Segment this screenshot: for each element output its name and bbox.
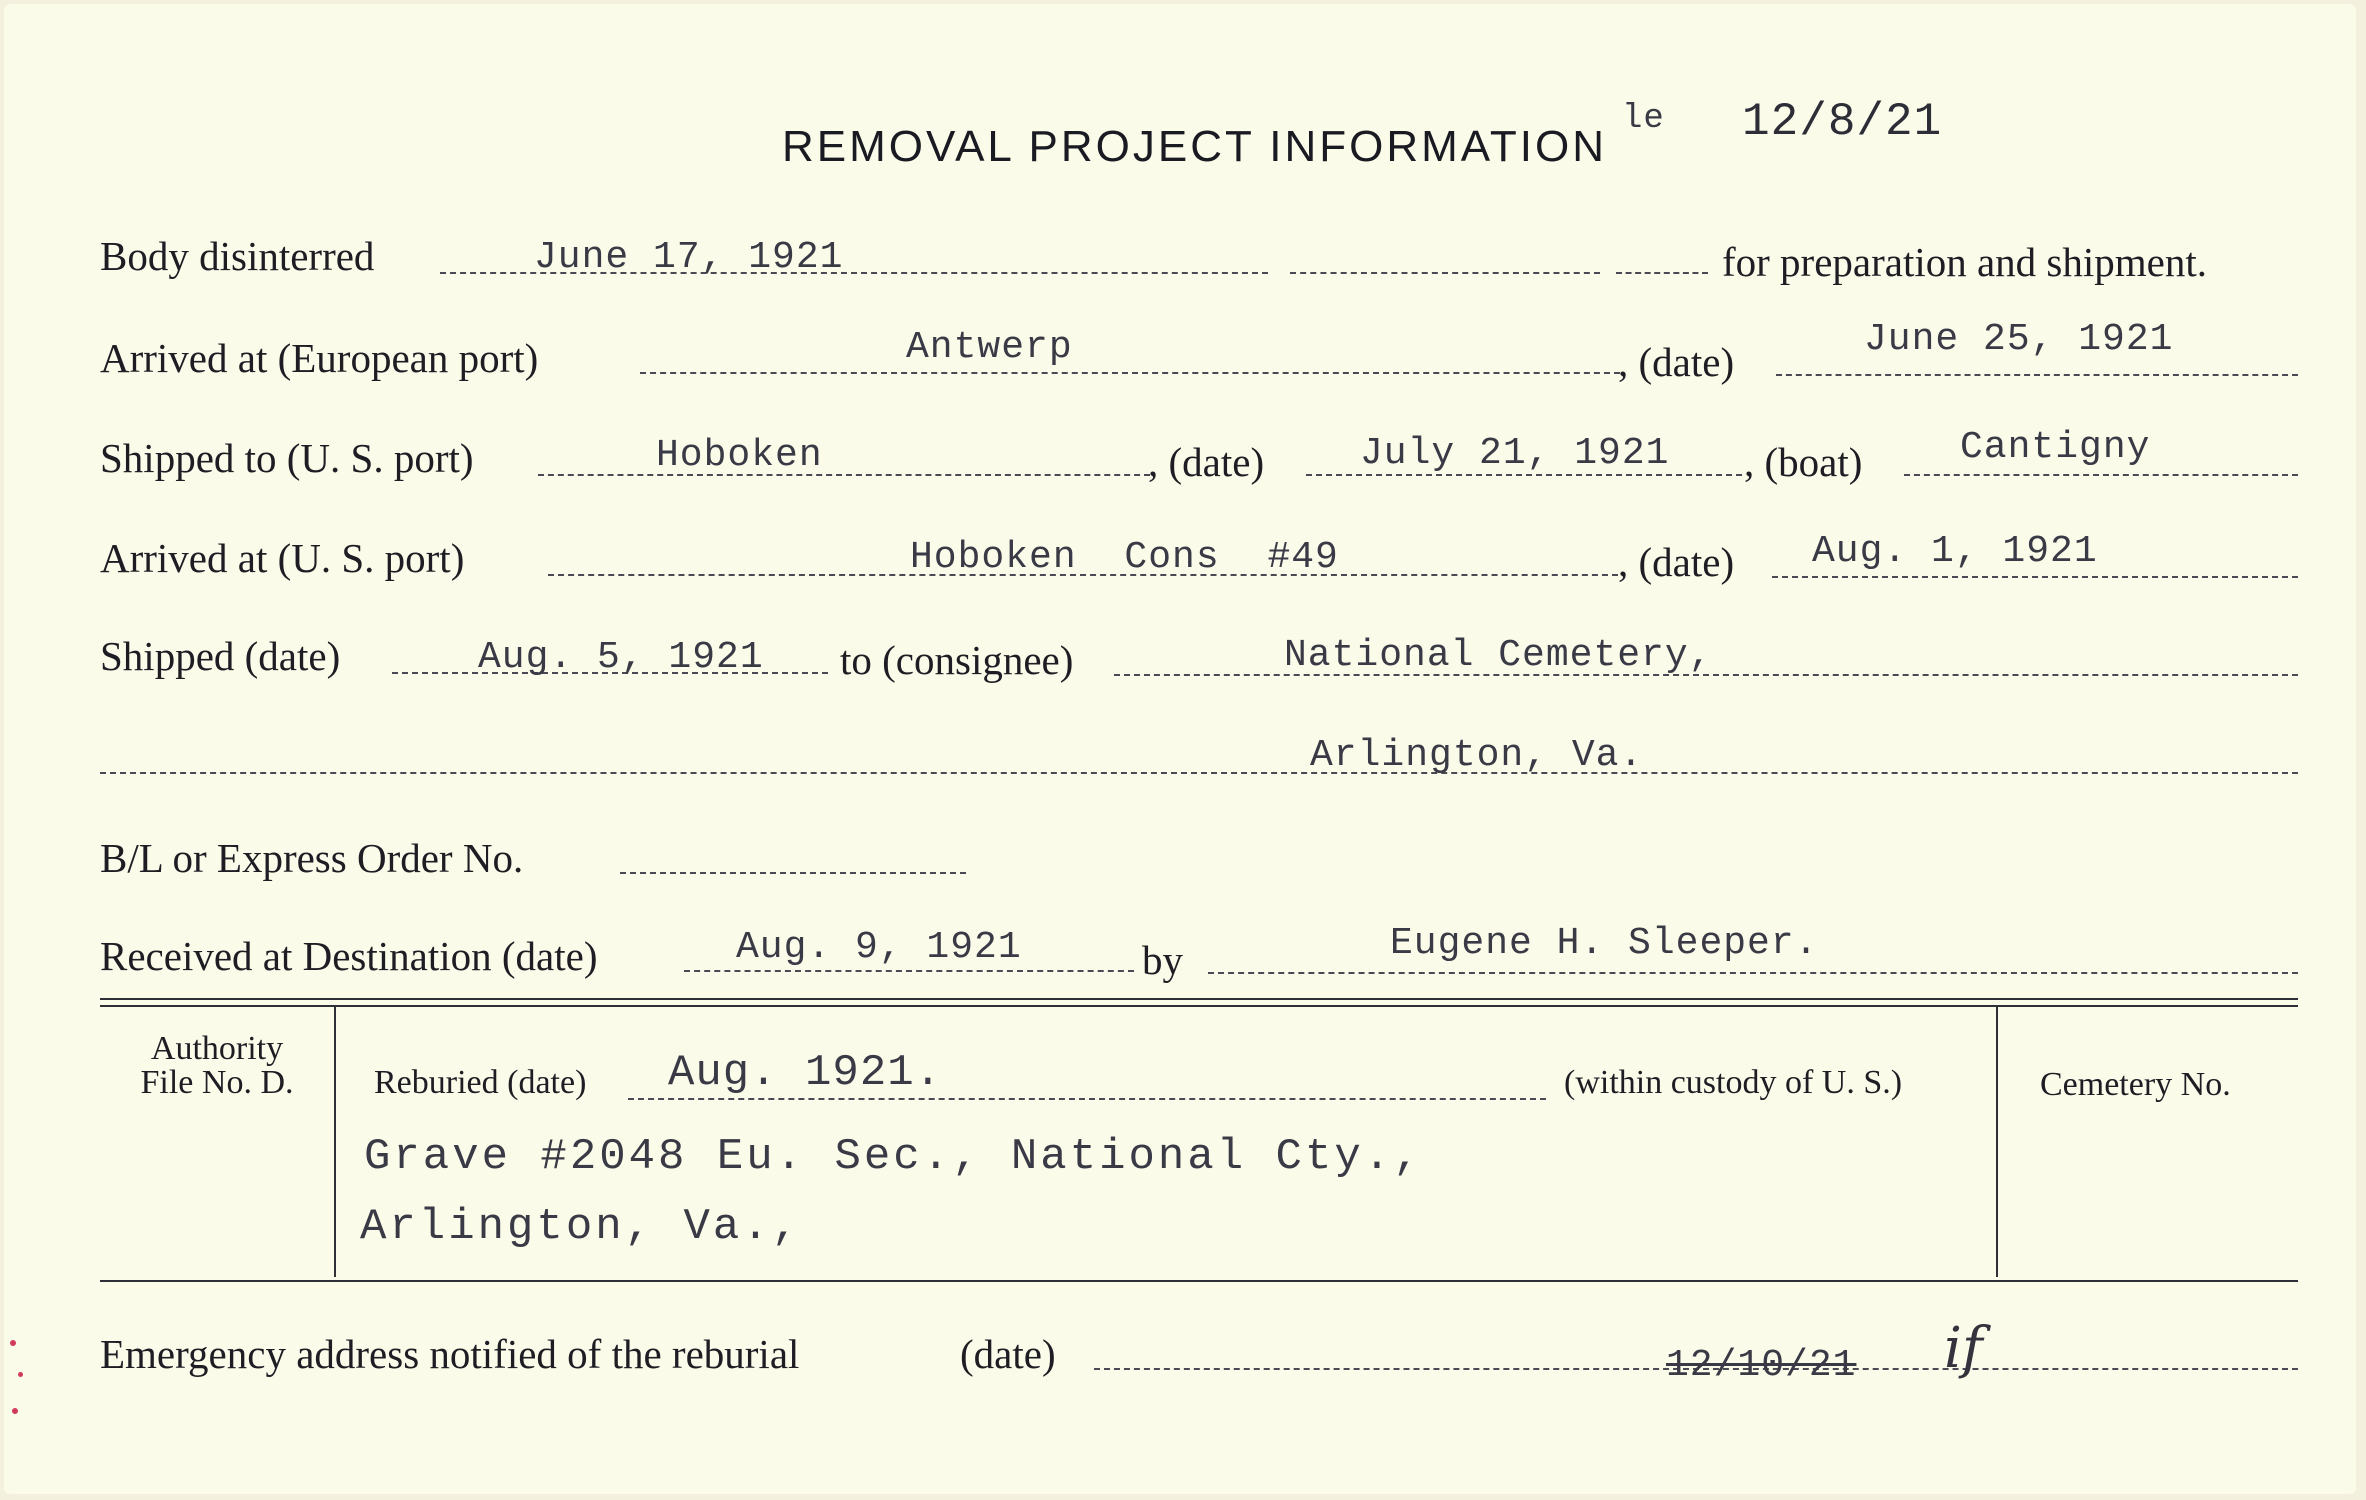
grave-line-1: Grave #2048 Eu. Sec., National Cty.,: [364, 1132, 1423, 1182]
grave-line-2: Arlington, Va.,: [360, 1202, 802, 1252]
body-disinterred-suffix: for preparation and shipment.: [1722, 239, 2208, 285]
red-speck: [10, 1340, 16, 1346]
shipped-us-label: Shipped to (U. S. port): [100, 435, 474, 481]
received-by-label: by: [1142, 937, 1183, 983]
box-bottom-rule: [100, 1280, 2298, 1282]
authority-label: [112, 1032, 322, 1100]
shipped-us-date-value: July 21, 1921: [1360, 432, 1670, 475]
shipped-date-label: Shipped (date): [100, 633, 341, 679]
initials-mark: if: [1944, 1316, 1983, 1381]
arrived-european-value: Antwerp: [906, 326, 1073, 369]
shipped-us-line: [538, 474, 1150, 476]
arrived-us-date-line: [1772, 576, 2298, 578]
shipped-us-date-label: , (date): [1148, 439, 1265, 485]
body-disinterred-line-3: [1616, 272, 1708, 274]
shipped-us-boat-label: , (boat): [1744, 439, 1863, 485]
bl-order-line: [620, 872, 966, 874]
arrived-european-date-label: , (date): [1618, 339, 1735, 385]
arrived-us-date-value: Aug. 1, 1921: [1812, 530, 2098, 573]
consignee-line-2: [100, 772, 2298, 774]
arrived-us-value: Hoboken Cons #49: [910, 536, 1339, 579]
emergency-label: Emergency address notified of the reburial: [100, 1331, 800, 1377]
emergency-value: 12/10/21: [1666, 1344, 1857, 1387]
form-title: REMOVAL PROJECT INFORMATION: [782, 122, 1607, 171]
arrived-european-label: Arrived at (European port): [100, 335, 539, 381]
shipped-date-value: Aug. 5, 1921: [478, 636, 764, 679]
arrived-us-label: Arrived at (U. S. port): [100, 535, 465, 581]
body-disinterred-value: June 17, 1921: [534, 236, 844, 279]
box-divider-left: [334, 1007, 336, 1277]
red-speck: [18, 1372, 23, 1377]
authority-label-line-2: File No. D.: [140, 1064, 294, 1101]
box-top-rule-2: [100, 1005, 2298, 1007]
removal-project-card: [4, 4, 2356, 1494]
red-speck: [12, 1408, 18, 1414]
body-disinterred-line-2: [1290, 272, 1600, 274]
authority-label-line-1: Authority: [150, 1030, 284, 1067]
received-value: Aug. 9, 1921: [736, 926, 1022, 969]
received-by-value: Eugene H. Sleeper.: [1390, 922, 1819, 965]
received-label: Received at Destination (date): [100, 933, 598, 979]
reburied-value: Aug. 1921.: [668, 1048, 943, 1098]
title-note: le: [1622, 100, 1665, 138]
shipped-us-boat-line: [1904, 474, 2298, 476]
shipped-us-value: Hoboken: [656, 434, 823, 477]
cemetery-no-label: Cemetery No.: [2040, 1066, 2231, 1103]
shipped-us-boat-value: Cantigny: [1960, 426, 2151, 469]
body-disinterred-label: Body disinterred: [100, 233, 375, 279]
consignee-value-2: Arlington, Va.: [1310, 734, 1644, 777]
emergency-date-label: (date): [960, 1331, 1056, 1377]
received-by-line: [1208, 972, 2298, 974]
arrived-us-date-label: , (date): [1618, 539, 1735, 585]
bl-order-label: B/L or Express Order No.: [100, 835, 524, 881]
arrived-european-date-value: June 25, 1921: [1864, 318, 2174, 361]
date-note: 12/8/21: [1742, 96, 1943, 148]
reburied-line: [628, 1098, 1546, 1100]
box-top-rule-1: [100, 998, 2298, 1000]
box-divider-right: [1996, 1007, 1998, 1277]
reburied-label: Reburied (date): [374, 1064, 587, 1101]
received-line: [684, 970, 1134, 972]
consignee-value: National Cemetery,: [1284, 634, 1713, 677]
custody-label: (within custody of U. S.): [1564, 1064, 1903, 1101]
arrived-european-line: [640, 372, 1620, 374]
consignee-label: to (consignee): [840, 637, 1074, 683]
arrived-european-date-line: [1776, 374, 2298, 376]
